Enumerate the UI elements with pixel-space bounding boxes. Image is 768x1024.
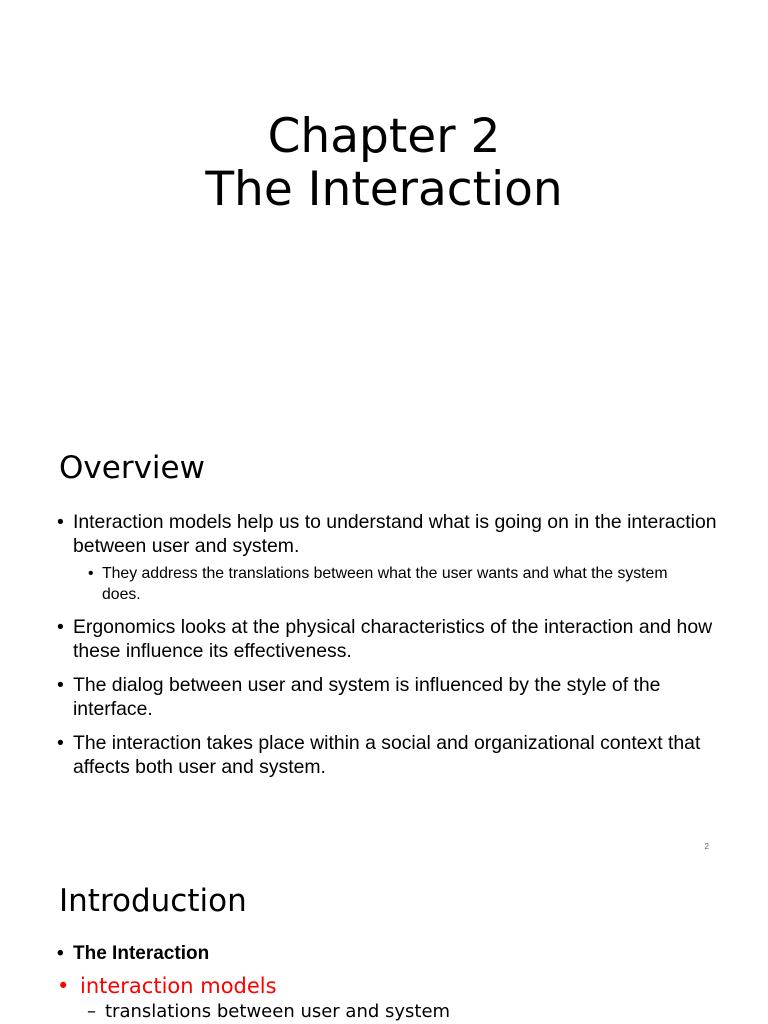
sub-bullet-translations: • They address the translations between what the user wants and what the system does. — [102, 563, 708, 605]
bullet-ergonomics: • Ergonomics looks at the physical characteristics of the interaction and how these influence its effectiveness. — [73, 615, 728, 663]
bullet-social-context: • The interaction takes place within a social and organizational context that affects both user and system. — [73, 731, 728, 779]
overview-slide — [0, 432, 768, 864]
introduction-slide — [0, 864, 768, 1024]
bullet-the-interaction: • The Interaction — [73, 942, 768, 966]
overview-bullet-list — [0, 510, 768, 779]
bullet-interaction-models-highlight: • interaction models — [80, 973, 768, 999]
chapter-name: The Interaction — [205, 162, 563, 217]
introduction-heading: Introduction — [59, 883, 247, 919]
slide-number: 2 — [704, 842, 709, 851]
sub-bullet-translations-user-system: – translations between user and system — [105, 1001, 768, 1023]
bullet-dialog: • The dialog between user and system is influenced by the style of the interface. — [73, 673, 728, 721]
chapter-number: Chapter 2 — [267, 109, 501, 164]
introduction-bullet-list — [0, 942, 768, 1023]
chapter-title — [0, 110, 768, 216]
title-slide — [0, 0, 768, 432]
overview-heading: Overview — [59, 450, 205, 486]
bullet-interaction-models: • Interaction models help us to understand what is going on in the interaction between user and system. — [73, 510, 728, 558]
